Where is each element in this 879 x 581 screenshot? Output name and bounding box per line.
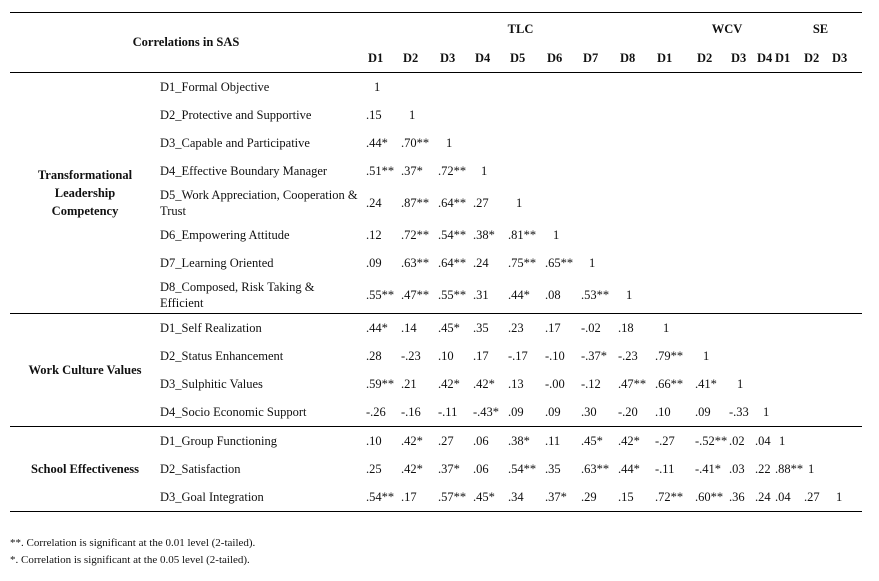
correlation-cell (830, 249, 862, 277)
correlation-cell: .15 (366, 107, 382, 122)
correlation-cell (751, 342, 773, 370)
correlation-cell: .34 (508, 489, 524, 504)
correlation-cell: .53** (581, 287, 610, 302)
correlation-cell: .23 (508, 320, 524, 335)
correlation-cell: .42* (401, 433, 423, 448)
correlation-cell: -.52** (695, 433, 728, 448)
correlation-cell (773, 185, 802, 221)
correlation-cell: 1 (808, 461, 815, 476)
correlation-table (10, 12, 862, 512)
correlation-cell (651, 249, 691, 277)
correlation-cell: .54** (508, 461, 537, 476)
correlation-cell: .45* (438, 320, 460, 335)
dimension-label: D1_Self Realization (160, 321, 262, 335)
correlation-cell (751, 314, 773, 342)
column-header: D3 (830, 45, 862, 73)
correlation-cell (504, 73, 541, 102)
table-row (10, 427, 862, 455)
correlation-cell: .72** (438, 163, 467, 178)
correlation-cell: .63** (581, 461, 610, 476)
correlation-cell (725, 185, 751, 221)
correlation-cell: .35 (473, 320, 489, 335)
correlation-cell (802, 101, 830, 129)
correlation-cell: .09 (366, 255, 382, 270)
correlation-cell: .72** (655, 489, 684, 504)
correlation-table-container (10, 12, 862, 512)
dimension-label: D4_Effective Boundary Manager (160, 164, 328, 178)
correlation-cell: .18 (618, 320, 634, 335)
correlation-cell (830, 455, 862, 483)
column-header: D8 (614, 45, 651, 73)
correlation-cell (830, 398, 862, 427)
correlation-cell: .65** (545, 255, 574, 270)
correlation-cell: .37* (545, 489, 567, 504)
correlation-cell: .63** (401, 255, 430, 270)
correlation-cell (691, 277, 725, 314)
dimension-label: D2_Status Enhancement (160, 349, 284, 363)
correlation-cell: .15 (618, 489, 634, 504)
correlation-cell (751, 101, 773, 129)
correlation-cell: -.37* (581, 348, 608, 363)
correlation-cell: .30 (581, 404, 597, 419)
correlation-cell (725, 277, 751, 314)
column-header: D1 (651, 45, 691, 73)
correlation-cell (691, 157, 725, 185)
correlation-cell: .06 (473, 461, 489, 476)
correlation-cell (577, 157, 614, 185)
dimension-label: D6_Empowering Attitude (160, 228, 290, 242)
category-label: Work Culture Values (28, 363, 142, 377)
correlation-cell (830, 101, 862, 129)
correlation-cell (691, 249, 725, 277)
correlation-cell: -.02 (581, 320, 601, 335)
correlation-cell: .51** (366, 163, 395, 178)
dimension-label: D5_Work Appreciation, Cooperation & Trust (160, 188, 358, 218)
correlation-cell (725, 129, 751, 157)
correlation-cell (802, 249, 830, 277)
correlation-cell: .60** (695, 489, 724, 504)
correlation-cell (614, 185, 651, 221)
correlation-cell (434, 73, 469, 102)
correlation-cell: 1 (553, 227, 560, 242)
correlation-cell (614, 101, 651, 129)
correlation-cell: .17 (401, 489, 417, 504)
correlation-cell: .12 (366, 227, 382, 242)
dimension-label: D3_Sulphitic Values (160, 377, 263, 391)
correlation-cell (802, 370, 830, 398)
correlation-cell: .24 (366, 195, 382, 210)
table-row (10, 73, 862, 102)
dimension-label: D3_Goal Integration (160, 490, 264, 504)
correlation-cell (773, 249, 802, 277)
dimension-label: D4_Socio Economic Support (160, 405, 307, 419)
correlation-cell: .81** (508, 227, 537, 242)
correlation-cell: .03 (729, 461, 745, 476)
correlation-cell (830, 221, 862, 249)
correlation-cell: .14 (401, 320, 417, 335)
correlation-cell (773, 73, 802, 102)
correlation-cell (651, 221, 691, 249)
correlation-cell: .09 (545, 404, 561, 419)
correlation-cell (577, 129, 614, 157)
correlation-cell: .45* (581, 433, 603, 448)
correlation-cell: .24 (473, 255, 489, 270)
correlation-cell (614, 129, 651, 157)
correlation-cell: -.10 (545, 348, 565, 363)
correlation-cell: -.23 (618, 348, 638, 363)
correlation-cell: .75** (508, 255, 537, 270)
correlation-cell (577, 185, 614, 221)
correlation-cell (802, 129, 830, 157)
correlation-cell (651, 101, 691, 129)
correlation-cell (725, 101, 751, 129)
correlation-cell (751, 73, 773, 102)
correlation-cell (397, 73, 434, 102)
correlation-cell (725, 157, 751, 185)
correlation-cell (802, 221, 830, 249)
correlation-cell (691, 101, 725, 129)
correlation-cell: .42* (401, 461, 423, 476)
column-header: D4 (469, 45, 504, 73)
correlation-cell (830, 342, 862, 370)
correlation-cell: -.23 (401, 348, 421, 363)
correlation-cell: .38* (508, 433, 530, 448)
correlation-cell (802, 398, 830, 427)
correlation-cell: 1 (737, 376, 744, 391)
correlation-cell: -.00 (545, 376, 565, 391)
dimension-label: D1_Group Functioning (160, 434, 278, 448)
correlation-cell: .59** (366, 376, 395, 391)
correlation-cell: 1 (779, 433, 786, 448)
correlation-cell (614, 73, 651, 102)
correlation-cell (614, 221, 651, 249)
correlation-cell (830, 277, 862, 314)
correlation-cell (830, 129, 862, 157)
group-label-se: SE (812, 21, 829, 36)
footnote-001: **. Correlation is significant at the 0.01 level (2-tailed). (10, 537, 256, 549)
correlation-cell: .47** (618, 376, 647, 391)
correlation-cell (541, 101, 577, 129)
group-label-tlc: TLC (507, 21, 534, 36)
column-header: D3 (725, 45, 751, 73)
column-header: D7 (577, 45, 614, 73)
correlation-cell (651, 157, 691, 185)
correlation-cell (802, 427, 830, 455)
correlation-cell: 1 (516, 195, 523, 210)
correlation-cell (773, 398, 802, 427)
correlation-cell: -.16 (401, 404, 421, 419)
column-header: D2 (691, 45, 725, 73)
column-header: D3 (434, 45, 469, 73)
correlation-cell: .36 (729, 489, 745, 504)
correlation-cell: -.27 (655, 433, 675, 448)
column-header: D1 (362, 45, 397, 73)
correlation-cell: .27 (804, 489, 820, 504)
correlation-cell: -.17 (508, 348, 528, 363)
correlation-cell: 1 (589, 255, 596, 270)
correlation-cell: .09 (695, 404, 711, 419)
column-header: D4 (751, 45, 773, 73)
correlation-cell: 1 (626, 287, 633, 302)
correlation-cell (751, 370, 773, 398)
column-header: D6 (541, 45, 577, 73)
correlation-cell (504, 101, 541, 129)
correlation-cell (651, 73, 691, 102)
correlation-cell (830, 185, 862, 221)
correlation-cell: .22 (755, 461, 771, 476)
correlation-cell (773, 370, 802, 398)
correlation-cell: .42* (438, 376, 460, 391)
correlation-cell: .04 (775, 489, 791, 504)
correlation-cell: -.12 (581, 376, 601, 391)
correlation-cell (651, 277, 691, 314)
correlation-cell: .38* (473, 227, 495, 242)
correlation-cell: .64** (438, 255, 467, 270)
correlation-cell: -.11 (438, 404, 458, 419)
correlation-cell (725, 221, 751, 249)
table-title: Correlations in SAS (10, 13, 362, 73)
correlation-cell (802, 277, 830, 314)
correlation-cell (773, 101, 802, 129)
correlation-cell (541, 157, 577, 185)
correlation-cell: .44* (366, 320, 388, 335)
correlation-cell: .02 (729, 433, 745, 448)
correlation-cell (830, 370, 862, 398)
correlation-cell (469, 101, 504, 129)
correlation-cell (773, 342, 802, 370)
correlation-cell: .08 (545, 287, 561, 302)
correlation-cell: 1 (374, 79, 381, 94)
correlation-cell (469, 129, 504, 157)
correlation-cell: .55** (366, 287, 395, 302)
correlation-cell (802, 73, 830, 102)
correlation-cell: .24 (755, 489, 771, 504)
correlation-cell (751, 185, 773, 221)
correlation-cell (577, 73, 614, 102)
bottom-rule (10, 512, 862, 513)
correlation-cell: .35 (545, 461, 561, 476)
correlation-cell: .11 (545, 433, 561, 448)
group-label-wcv: WCV (711, 21, 743, 36)
correlation-cell: 1 (663, 320, 670, 335)
correlation-cell: .55** (438, 287, 467, 302)
correlation-cell: .42* (473, 376, 495, 391)
correlation-cell (434, 101, 469, 129)
correlation-cell (773, 221, 802, 249)
correlation-cell (614, 249, 651, 277)
correlation-cell: .10 (438, 348, 454, 363)
column-header: D5 (504, 45, 541, 73)
correlation-cell (725, 73, 751, 102)
correlation-cell: 1 (481, 163, 488, 178)
correlation-cell (751, 221, 773, 249)
correlation-cell: -.26 (366, 404, 386, 419)
correlation-cell: .04 (755, 433, 771, 448)
correlation-cell: .21 (401, 376, 417, 391)
correlation-cell: -.11 (655, 461, 675, 476)
correlation-cell: -.33 (729, 404, 749, 419)
correlation-cell (725, 342, 751, 370)
correlation-cell: 1 (409, 107, 416, 122)
correlation-cell (773, 277, 802, 314)
correlation-cell: .28 (366, 348, 382, 363)
correlation-cell: .57** (438, 489, 467, 504)
column-header: D2 (397, 45, 434, 73)
correlation-cell: .64** (438, 195, 467, 210)
correlation-cell (773, 157, 802, 185)
correlation-cell: .37* (401, 163, 423, 178)
correlation-cell: .79** (655, 348, 684, 363)
correlation-cell (725, 314, 751, 342)
correlation-cell: .25 (366, 461, 382, 476)
correlation-cell: .10 (655, 404, 671, 419)
column-header: D2 (802, 45, 830, 73)
correlation-cell (651, 129, 691, 157)
correlation-cell: .27 (438, 433, 454, 448)
correlation-cell (830, 157, 862, 185)
correlation-cell (541, 73, 577, 102)
correlation-cell (802, 314, 830, 342)
correlation-cell: .09 (508, 404, 524, 419)
correlation-cell: .44* (366, 135, 388, 150)
correlation-cell (773, 129, 802, 157)
correlation-cell (830, 427, 862, 455)
column-header: D1 (773, 45, 802, 73)
correlation-cell: .29 (581, 489, 597, 504)
correlation-cell: 1 (763, 404, 770, 419)
correlation-cell: -.20 (618, 404, 638, 419)
dimension-label: D2_Satisfaction (160, 462, 241, 476)
correlation-cell (541, 185, 577, 221)
correlation-cell: .66** (655, 376, 684, 391)
dimension-label: D7_Learning Oriented (160, 256, 274, 270)
correlation-cell (541, 129, 577, 157)
correlation-cell: .06 (473, 433, 489, 448)
correlation-cell (577, 221, 614, 249)
correlation-cell (691, 314, 725, 342)
correlation-cell: 1 (836, 489, 843, 504)
correlation-cell (751, 157, 773, 185)
correlation-cell (830, 73, 862, 102)
correlation-cell (802, 157, 830, 185)
category-label: School Effectiveness (31, 462, 139, 476)
table-row (10, 314, 862, 342)
correlation-cell (830, 314, 862, 342)
correlation-cell: .17 (473, 348, 489, 363)
dimension-label: D2_Protective and Supportive (160, 108, 312, 122)
correlation-cell (725, 249, 751, 277)
footnote-005: *. Correlation is significant at the 0.05 level (2-tailed). (10, 554, 250, 566)
correlation-cell (802, 342, 830, 370)
correlation-cell (691, 185, 725, 221)
correlation-cell (751, 129, 773, 157)
correlation-cell: .44* (618, 461, 640, 476)
correlation-cell (751, 249, 773, 277)
group-header-row (10, 13, 862, 45)
correlation-cell: .45* (473, 489, 495, 504)
correlation-cell: .17 (545, 320, 561, 335)
correlation-cell (691, 129, 725, 157)
correlation-cell: -.43* (473, 404, 500, 419)
correlation-cell: .44* (508, 287, 530, 302)
correlation-cell: .37* (438, 461, 460, 476)
correlation-cell: .10 (366, 433, 382, 448)
correlation-cell (614, 157, 651, 185)
correlation-cell (773, 314, 802, 342)
correlation-cell: .72** (401, 227, 430, 242)
correlation-cell: .41* (695, 376, 717, 391)
dimension-label: D3_Capable and Participative (160, 136, 310, 150)
correlation-cell: .42* (618, 433, 640, 448)
correlation-cell: -.41* (695, 461, 722, 476)
correlation-cell (577, 101, 614, 129)
correlation-cell: .31 (473, 287, 489, 302)
correlation-cell (469, 73, 504, 102)
correlation-cell (802, 185, 830, 221)
correlation-cell (504, 157, 541, 185)
correlation-cell (504, 129, 541, 157)
correlation-cell (651, 185, 691, 221)
correlation-cell: .54** (366, 489, 395, 504)
dimension-label: D8_Composed, Risk Taking & Efficient (160, 280, 315, 310)
correlation-cell: 1 (446, 135, 453, 150)
correlation-cell (691, 73, 725, 102)
category-label: Transformational Leadership Competency (37, 168, 133, 218)
correlation-cell: .13 (508, 376, 524, 391)
correlation-cell: .87** (401, 195, 430, 210)
correlation-cell: 1 (703, 348, 710, 363)
correlation-cell: .54** (438, 227, 467, 242)
correlation-cell: .27 (473, 195, 489, 210)
correlation-cell (691, 221, 725, 249)
correlation-cell: .70** (401, 135, 430, 150)
correlation-cell: .47** (401, 287, 430, 302)
correlation-cell (751, 277, 773, 314)
correlation-cell: .88** (775, 461, 804, 476)
dimension-label: D1_Formal Objective (160, 80, 270, 94)
